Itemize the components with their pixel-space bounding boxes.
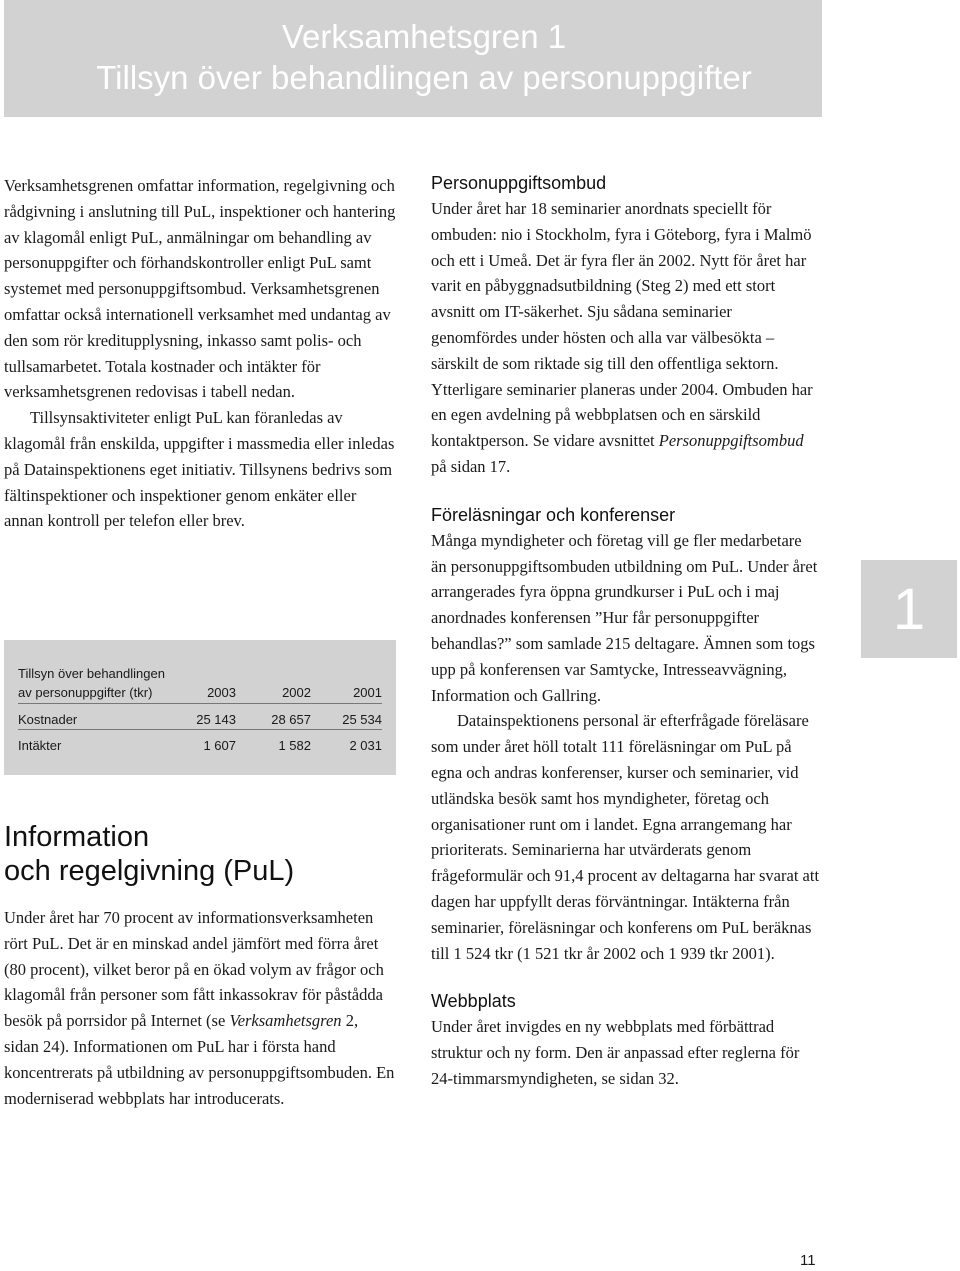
header-band	[4, 0, 822, 117]
info-text-start: Under året har 70 procent av informationsverksamheten rört PuL. Det är en minskad andel jämfört med förra året (80 procent), vilket beror på en ökad volym av frågor och klagomål från personer som fått inkassokrav för påstådda besök på porrsidor på Internet (se	[4, 908, 384, 1031]
page-title	[34, 16, 814, 98]
table-divider	[18, 703, 382, 704]
chapter-number-tab: 1	[861, 560, 957, 658]
web-heading: Webbplats	[431, 991, 516, 1012]
cost-table	[4, 640, 396, 775]
intro-paragraph-2: Tillsynsaktiviteter enligt PuL kan föranledas av klagomål från enskilda, uppgifter i massmedia eller inledas på Datainspektionens eget initiativ. Tillsynens bedrivs som fältinspektioner och inspektioner genom enkäter eller annan kontroll per telefon eller brev.	[4, 408, 395, 531]
ombud-heading: Personuppgiftsombud	[431, 173, 607, 193]
intro-column	[4, 173, 396, 534]
lectures-section	[431, 502, 821, 967]
info-text-end: 2, sidan 24). Informationen om PuL har i första hand koncentrerats på utbildning av personuppgiftsombuden. En moderniserad webbplats har introducerats.	[4, 1011, 395, 1108]
ombud-text-italic: Personuppgiftsombud	[658, 431, 804, 451]
row-label: Kostnader	[18, 712, 78, 727]
info-section-heading	[4, 820, 294, 888]
year-header: 2001	[353, 685, 382, 700]
table-divider	[18, 729, 382, 730]
ombud-text-end: på sidan 17.	[431, 456, 511, 476]
page-number: 11	[800, 1252, 816, 1269]
right-column	[431, 170, 821, 1114]
ombud-text-start: Under året har 18 seminarier anordnats speciellt för ombuden: nio i Stockholm, fyra i Göteborg, fyra i Malmö och ett i Umeå. Det är fyra fler än 2002. Nytt för året har varit en påbyggnadsutbildning (Steg 2) med ett stort avsnitt om IT-säkerhet. Sju sådana seminarier genomfördes under hösten och alla var välbesökta – särskilt de som riktade sig till den offentliga sektorn. Ytterligare seminarier planeras under 2004. Ombuden har en egen avdelning på webbplatsen och en särskild kontaktperson. Se vidare avsnittet	[431, 199, 813, 451]
web-paragraph: Under året invigdes en ny webbplats med förbättrad struktur och ny form. Den är anpassad efter reglerna för 24-timmarsmyndigheten, se sidan 32.	[431, 1017, 800, 1088]
cell-value: 2 031	[349, 738, 382, 753]
web-section	[431, 988, 821, 1091]
info-text-italic: Verksamhetsgren	[229, 1011, 342, 1031]
table-title-line-2: av personuppgifter (tkr)	[18, 685, 153, 700]
cell-value: 25 534	[342, 712, 382, 727]
intro-paragraph-1: Verksamhetsgrenen omfattar information, regelgivning och rådgivning i anslutning till PuL, inspektioner och hantering av klagomål enligt PuL, anmälningar om behandling av personuppgifter och förhandskontroller enligt PuL samt systemet med personuppgiftsombud. Verksamhetsgrenen omfattar också internationell verksamhet med undantag av den som rör kreditupplysning, inkasso samt polis- och tullsamarbetet. Totala kostnader och intäkter för verksamhetsgrenen redovisas i tabell nedan.	[4, 176, 396, 402]
ombud-paragraph	[431, 196, 821, 480]
cell-value: 1 607	[203, 738, 236, 753]
cell-value: 25 143	[196, 712, 236, 727]
year-header: 2002	[282, 685, 311, 700]
info-heading-line-1: Information	[4, 821, 150, 853]
lectures-paragraph-2: Datainspektionens personal är efterfrågade föreläsare som under året höll totalt 111 föreläsningar om PuL på egna och andras konferenser, kurser och seminarier, vid utländska besök samt hos myndigheter, företag och organisationer runt om i landet. Egna arrangemang har prioriterats. Seminarierna har utvärderats genom frågeformulär och 91,4 procent av deltagarna har svarat att dagen har uppfyllt deras förväntningar. Intäkterna från seminarier, föreläsningar och konferens om PuL beräknas till 1 524 tkr (1 521 tkr år 2002 och 1 939 tkr 2001).	[431, 711, 820, 963]
year-header: 2003	[207, 685, 236, 700]
table-row	[18, 738, 382, 758]
title-line-1: Verksamhetsgren 1	[281, 18, 567, 55]
table-header-row	[18, 685, 382, 705]
cell-value: 1 582	[278, 738, 311, 753]
info-column	[4, 905, 396, 1111]
info-heading-line-2: och regelgivning (PuL)	[4, 855, 295, 887]
table-title-line-1: Tillsyn över behandlingen	[18, 666, 165, 681]
lectures-heading: Föreläsningar och konferenser	[431, 504, 676, 525]
ombud-section	[431, 170, 821, 480]
title-line-2: Tillsyn över behandlingen av personuppgifter	[96, 59, 752, 96]
lectures-paragraph-1: Många myndigheter och företag vill ge fler medarbetare än personuppgiftsombuden utbildning om PuL. Under året arrangerades fyra öppna grundkurser i PuL och i maj anordnades konferensen ”Hur får personuppgifter behandlas?” som samlade 215 deltagare. Ämnen som togs upp på konferensen var Samtycke, Intresseavvägning, Information och Gallring.	[431, 530, 818, 705]
cell-value: 28 657	[271, 712, 311, 727]
info-paragraph	[4, 905, 396, 1111]
row-label: Intäkter	[18, 738, 62, 753]
